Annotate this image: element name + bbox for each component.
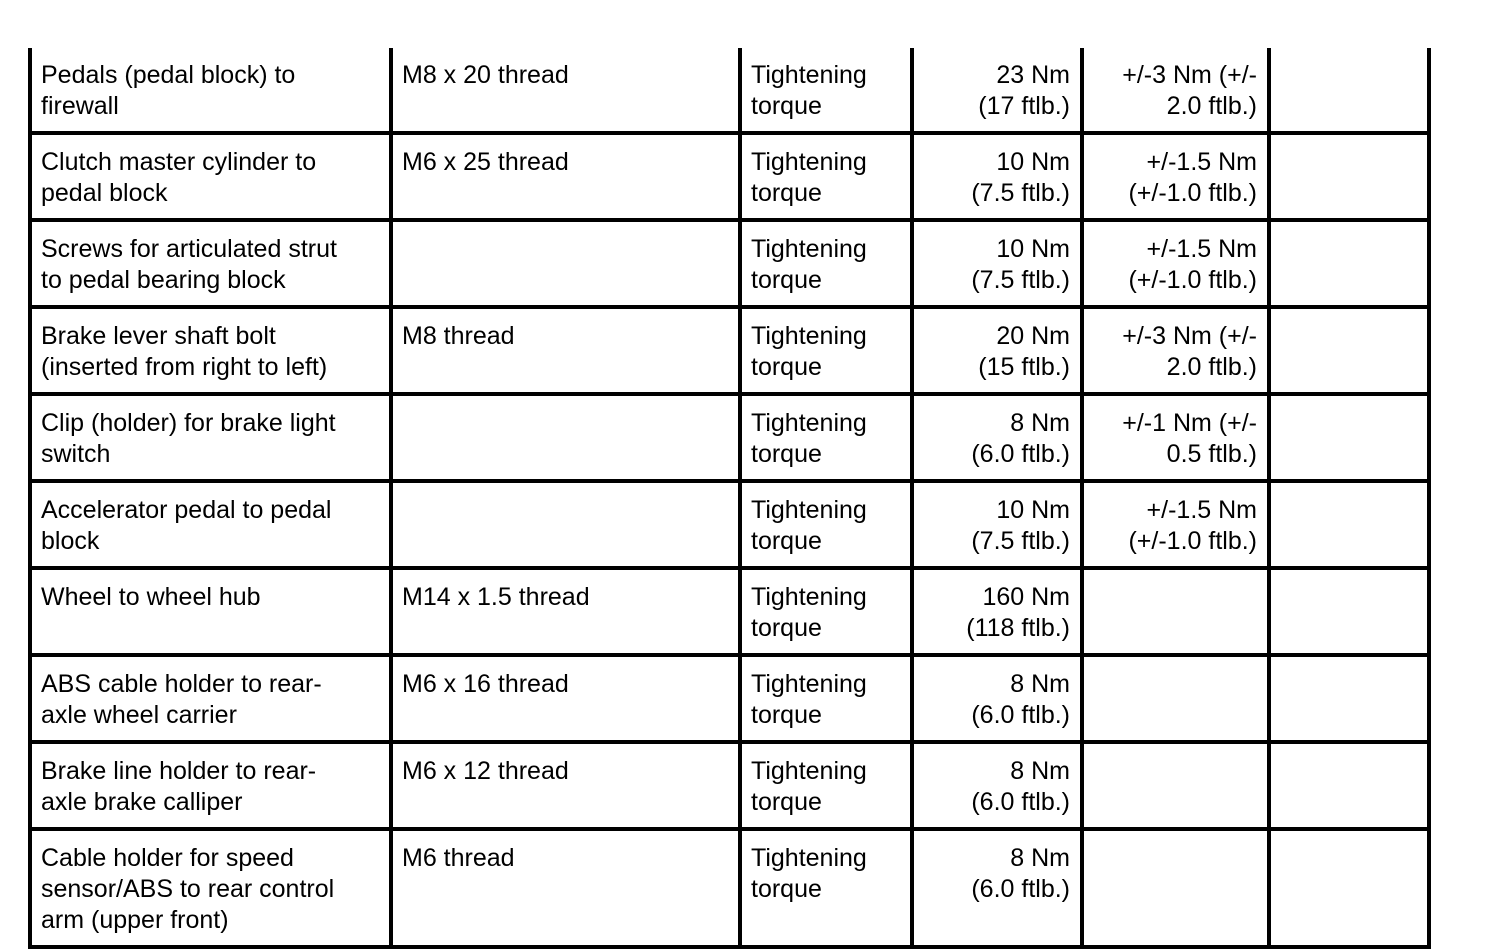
tolerance-cell: +/-1 Nm (+/- 0.5 ftlb.) bbox=[1082, 394, 1269, 481]
tolerance-cell bbox=[1082, 568, 1269, 655]
component-cell: Clip (holder) for brake light switch bbox=[30, 394, 391, 481]
spec-type-cell: Tightening torque bbox=[740, 481, 912, 568]
tolerance-cell: +/-3 Nm (+/- 2.0 ftlb.) bbox=[1082, 48, 1269, 133]
torque-spec-table-body bbox=[30, 48, 1429, 947]
tolerance-cell bbox=[1082, 655, 1269, 742]
notes-cell bbox=[1269, 481, 1429, 568]
component-cell: Screws for articulated strut to pedal bearing block bbox=[30, 220, 391, 307]
thread-cell bbox=[391, 481, 740, 568]
torque-spec-table bbox=[28, 48, 1431, 949]
thread-cell: M6 x 12 thread bbox=[391, 742, 740, 829]
notes-cell bbox=[1269, 655, 1429, 742]
torque-value-cell: 8 Nm (6.0 ftlb.) bbox=[912, 742, 1082, 829]
table-row bbox=[30, 48, 1429, 133]
spec-type-cell: Tightening torque bbox=[740, 307, 912, 394]
tolerance-cell: +/-3 Nm (+/- 2.0 ftlb.) bbox=[1082, 307, 1269, 394]
table-row bbox=[30, 829, 1429, 947]
table-row bbox=[30, 307, 1429, 394]
notes-cell bbox=[1269, 568, 1429, 655]
component-cell: Brake lever shaft bolt (inserted from right to left) bbox=[30, 307, 391, 394]
torque-value-cell: 20 Nm (15 ftlb.) bbox=[912, 307, 1082, 394]
thread-cell bbox=[391, 220, 740, 307]
torque-value-cell: 160 Nm (118 ftlb.) bbox=[912, 568, 1082, 655]
torque-value-cell: 10 Nm (7.5 ftlb.) bbox=[912, 220, 1082, 307]
torque-value-cell: 23 Nm (17 ftlb.) bbox=[912, 48, 1082, 133]
notes-cell bbox=[1269, 133, 1429, 220]
notes-cell bbox=[1269, 48, 1429, 133]
thread-cell bbox=[391, 394, 740, 481]
torque-value-cell: 10 Nm (7.5 ftlb.) bbox=[912, 481, 1082, 568]
tolerance-cell: +/-1.5 Nm (+/-1.0 ftlb.) bbox=[1082, 481, 1269, 568]
tolerance-cell: +/-1.5 Nm (+/-1.0 ftlb.) bbox=[1082, 133, 1269, 220]
table-row bbox=[30, 655, 1429, 742]
tolerance-cell bbox=[1082, 742, 1269, 829]
table-row bbox=[30, 742, 1429, 829]
torque-value-cell: 10 Nm (7.5 ftlb.) bbox=[912, 133, 1082, 220]
table-row bbox=[30, 133, 1429, 220]
component-cell: ABS cable holder to rear- axle wheel carrier bbox=[30, 655, 391, 742]
notes-cell bbox=[1269, 829, 1429, 947]
spec-type-cell: Tightening torque bbox=[740, 133, 912, 220]
component-cell: Accelerator pedal to pedal block bbox=[30, 481, 391, 568]
torque-value-cell: 8 Nm (6.0 ftlb.) bbox=[912, 394, 1082, 481]
thread-cell: M6 thread bbox=[391, 829, 740, 947]
notes-cell bbox=[1269, 742, 1429, 829]
spec-type-cell: Tightening torque bbox=[740, 394, 912, 481]
thread-cell: M6 x 16 thread bbox=[391, 655, 740, 742]
thread-cell: M8 thread bbox=[391, 307, 740, 394]
spec-type-cell: Tightening torque bbox=[740, 220, 912, 307]
tolerance-cell: +/-1.5 Nm (+/-1.0 ftlb.) bbox=[1082, 220, 1269, 307]
spec-type-cell: Tightening torque bbox=[740, 48, 912, 133]
table-row bbox=[30, 481, 1429, 568]
component-cell: Brake line holder to rear- axle brake calliper bbox=[30, 742, 391, 829]
spec-type-cell: Tightening torque bbox=[740, 742, 912, 829]
component-cell: Pedals (pedal block) to firewall bbox=[30, 48, 391, 133]
component-cell: Wheel to wheel hub bbox=[30, 568, 391, 655]
spec-type-cell: Tightening torque bbox=[740, 829, 912, 947]
component-cell: Clutch master cylinder to pedal block bbox=[30, 133, 391, 220]
tolerance-cell bbox=[1082, 829, 1269, 947]
torque-value-cell: 8 Nm (6.0 ftlb.) bbox=[912, 655, 1082, 742]
thread-cell: M14 x 1.5 thread bbox=[391, 568, 740, 655]
notes-cell bbox=[1269, 394, 1429, 481]
spec-type-cell: Tightening torque bbox=[740, 655, 912, 742]
component-cell: Cable holder for speed sensor/ABS to rear control arm (upper front) bbox=[30, 829, 391, 947]
table-row bbox=[30, 394, 1429, 481]
torque-value-cell: 8 Nm (6.0 ftlb.) bbox=[912, 829, 1082, 947]
notes-cell bbox=[1269, 220, 1429, 307]
notes-cell bbox=[1269, 307, 1429, 394]
spec-type-cell: Tightening torque bbox=[740, 568, 912, 655]
table-row bbox=[30, 568, 1429, 655]
thread-cell: M6 x 25 thread bbox=[391, 133, 740, 220]
table-row bbox=[30, 220, 1429, 307]
thread-cell: M8 x 20 thread bbox=[391, 48, 740, 133]
